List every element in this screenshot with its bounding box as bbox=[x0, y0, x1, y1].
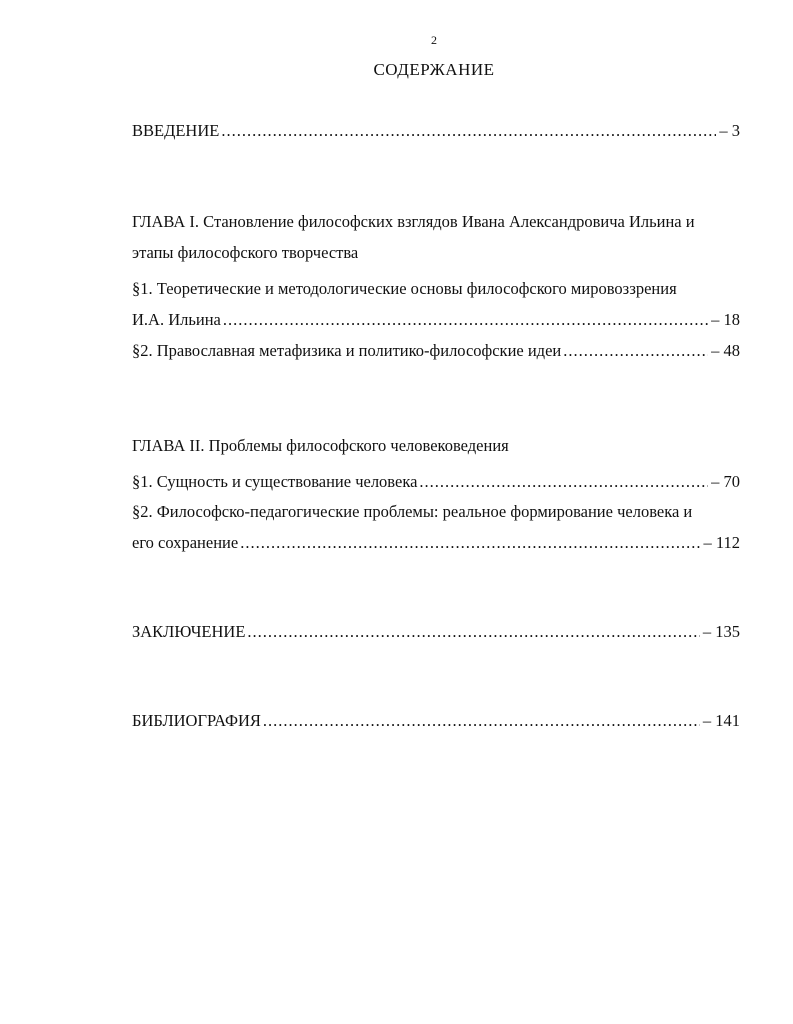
dot-leader bbox=[563, 341, 708, 361]
toc-entry-chapter-2-section-2[interactable] bbox=[132, 533, 740, 553]
toc-entry-label: §2. Православная метафизика и политико-философские идеи bbox=[132, 341, 562, 360]
toc-entry-label: §1. Сущность и существование человека bbox=[132, 472, 418, 491]
page-number: 2 bbox=[431, 33, 437, 47]
toc-entry-page: – 135 bbox=[702, 622, 740, 641]
toc-entry-conclusion[interactable] bbox=[132, 622, 740, 642]
chapter-1-section-1-line-1: §1. Теоретические и методологические основы философского мировоззрения bbox=[132, 279, 677, 298]
chapter-2-section-2-line-1: §2. Философско-педагогические проблемы: реальное формирование человека и bbox=[132, 502, 693, 521]
dot-leader bbox=[221, 121, 716, 141]
toc-entry-page: – 70 bbox=[711, 472, 740, 491]
toc-entry-label: ЗАКЛЮЧЕНИЕ bbox=[132, 622, 246, 641]
page-title: СОДЕРЖАНИЕ bbox=[373, 60, 495, 79]
toc-entry-label: ВВЕДЕНИЕ bbox=[132, 121, 220, 140]
dot-leader bbox=[263, 711, 700, 731]
toc-entry-page: – 112 bbox=[703, 533, 740, 552]
toc-entry-page: – 18 bbox=[711, 310, 740, 329]
toc-entry-chapter-2-section-1[interactable] bbox=[132, 472, 740, 492]
toc-entry-chapter-1-section-1[interactable] bbox=[132, 310, 740, 330]
toc-entry-label: БИБЛИОГРАФИЯ bbox=[132, 711, 261, 730]
toc-entry-label: И.А. Ильина bbox=[132, 310, 221, 329]
chapter-1-heading-line-1: ГЛАВА I. Становление философских взглядов Ивана Александровича Ильина и bbox=[132, 212, 695, 231]
chapter-2-heading: ГЛАВА II. Проблемы философского человековедения bbox=[132, 436, 509, 455]
toc-entry-label: его сохранение bbox=[132, 533, 239, 552]
toc-entry-page: – 48 bbox=[711, 341, 740, 360]
chapter-1-heading-line-2: этапы философского творчества bbox=[132, 243, 359, 262]
dot-leader bbox=[419, 472, 708, 492]
dot-leader bbox=[240, 533, 700, 553]
toc-entry-page: – 3 bbox=[719, 121, 740, 140]
dot-leader bbox=[223, 310, 708, 330]
toc-entry-page: – 141 bbox=[702, 711, 740, 730]
toc-entry-bibliography[interactable] bbox=[132, 711, 740, 731]
dot-leader bbox=[247, 622, 699, 642]
toc-entry-intro[interactable] bbox=[132, 121, 740, 141]
toc-entry-chapter-1-section-2[interactable] bbox=[132, 341, 740, 361]
